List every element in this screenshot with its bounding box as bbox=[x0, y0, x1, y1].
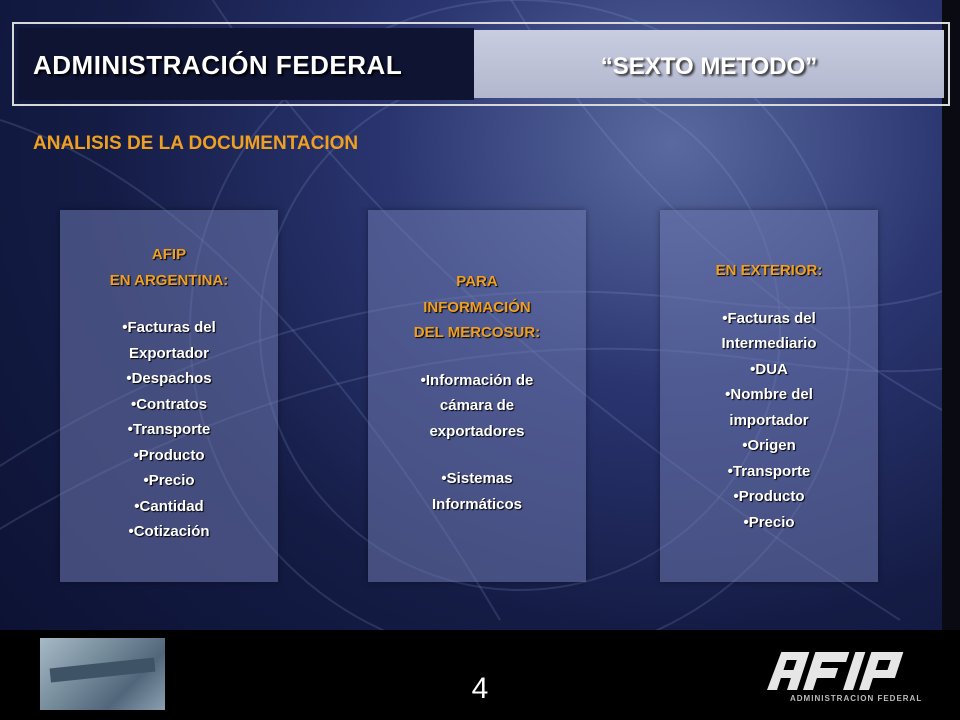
list-item: Exportador bbox=[128, 344, 209, 362]
page-number: 4 bbox=[471, 672, 489, 705]
list-item: •Sistemas bbox=[441, 470, 513, 487]
list-item: •Origen bbox=[742, 437, 796, 454]
card-heading: AFIP bbox=[151, 246, 187, 263]
card-afip-argentina bbox=[60, 210, 278, 582]
list-item: •Facturas del bbox=[722, 309, 816, 327]
card-heading: INFORMACIÓN bbox=[423, 298, 531, 316]
list-item: •Producto bbox=[733, 488, 805, 505]
list-item: •Precio bbox=[143, 472, 195, 489]
list-item: •Precio bbox=[743, 513, 795, 531]
list-item: •Transporte bbox=[727, 462, 811, 480]
list-item: •Contratos bbox=[130, 395, 208, 413]
card-heading: DEL MERCOSUR: bbox=[413, 324, 541, 341]
list-item: •Cotización bbox=[128, 523, 210, 540]
list-item: •Producto bbox=[133, 446, 205, 464]
section-subtitle: ANALISIS DE LA DOCUMENTACION bbox=[33, 133, 359, 154]
list-item: cámara de bbox=[439, 397, 515, 414]
card-heading: EN EXTERIOR: bbox=[715, 262, 823, 279]
list-item: Intermediario bbox=[721, 335, 817, 352]
list-item: •Facturas del bbox=[122, 319, 216, 336]
header-method-title: “SEXTO METODO” bbox=[600, 53, 818, 80]
card-heading: PARA bbox=[456, 273, 498, 290]
list-item: •Transporte bbox=[127, 421, 211, 438]
list-item: •Cantidad bbox=[134, 497, 204, 515]
logo-caption: ADMINISTRACION FEDERAL bbox=[790, 694, 923, 703]
list-item: •Nombre del bbox=[725, 386, 813, 403]
list-item: exportadores bbox=[429, 422, 525, 440]
list-item: importador bbox=[729, 411, 809, 429]
building-photo-thumbnail bbox=[40, 638, 165, 710]
list-item: •DUA bbox=[750, 360, 788, 378]
list-item: Informáticos bbox=[431, 495, 522, 513]
card-heading: EN ARGENTINA: bbox=[109, 271, 229, 289]
card-exterior bbox=[660, 210, 878, 582]
list-item: •Despachos bbox=[126, 370, 212, 387]
list-item: •Información de bbox=[420, 371, 534, 389]
header-title: ADMINISTRACIÓN FEDERAL bbox=[33, 50, 403, 80]
card-mercosur bbox=[368, 210, 586, 582]
